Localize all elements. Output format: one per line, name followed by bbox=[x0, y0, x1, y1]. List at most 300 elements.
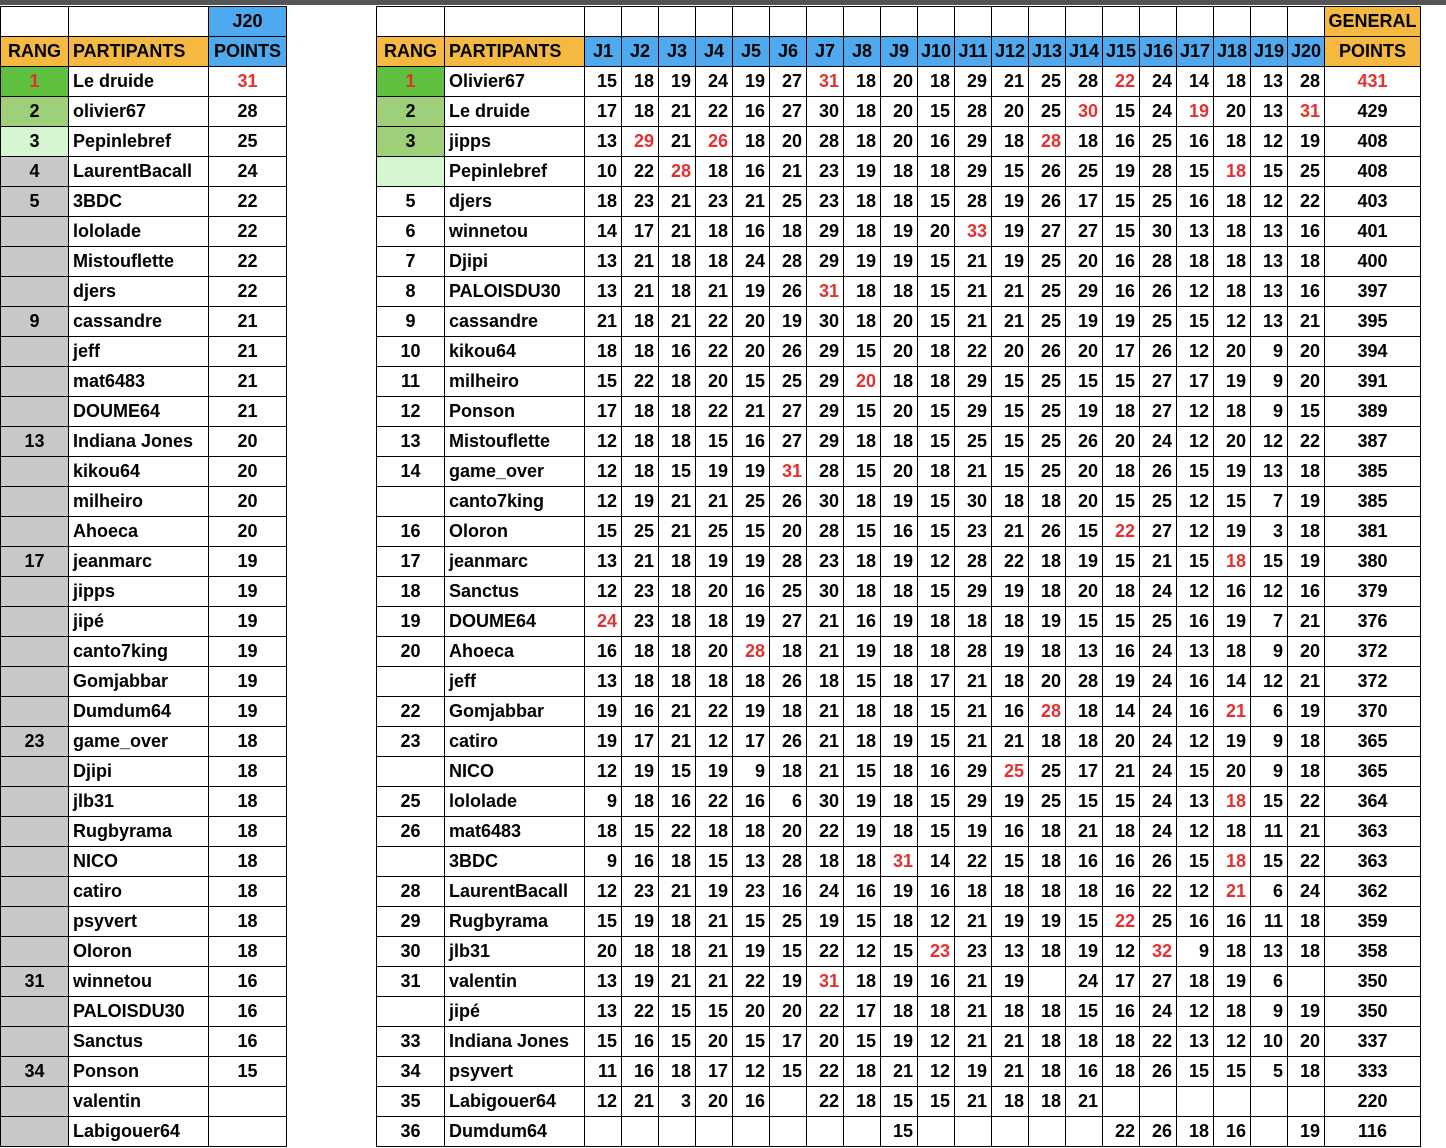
empty-cell bbox=[585, 7, 622, 37]
round-score-cell: 14 bbox=[1214, 667, 1251, 697]
round-score-cell bbox=[659, 1117, 696, 1147]
round-score-cell: 16 bbox=[733, 577, 770, 607]
round-score-cell: 16 bbox=[622, 847, 659, 877]
round-score-cell: 18 bbox=[1214, 937, 1251, 967]
round-score-cell: 18 bbox=[1029, 1027, 1066, 1057]
round-score-cell: 24 bbox=[1288, 877, 1325, 907]
round-score-cell: 28 bbox=[770, 547, 807, 577]
round-score-cell: 16 bbox=[918, 757, 955, 787]
round-score-cell: 23 bbox=[807, 157, 844, 187]
round-score-cell: 6 bbox=[1251, 877, 1288, 907]
round-score-cell: 18 bbox=[733, 817, 770, 847]
table-row bbox=[377, 817, 1421, 847]
round-score-cell: 15 bbox=[1251, 547, 1288, 577]
round-score-cell: 26 bbox=[1140, 1117, 1177, 1147]
participant-name: jlb31 bbox=[445, 937, 585, 967]
round-score-cell bbox=[733, 1117, 770, 1147]
round-score-cell: 21 bbox=[1140, 547, 1177, 577]
round-score-cell: 27 bbox=[770, 397, 807, 427]
round-score-cell: 20 bbox=[770, 997, 807, 1027]
participant-name: Labigouer64 bbox=[445, 1087, 585, 1117]
rank-cell: 2 bbox=[1, 97, 69, 127]
total-points-cell: 394 bbox=[1325, 337, 1421, 367]
round-score-cell: 18 bbox=[918, 637, 955, 667]
round-score-cell: 20 bbox=[1066, 487, 1103, 517]
rank-cell bbox=[377, 157, 445, 187]
round-score-cell: 18 bbox=[622, 937, 659, 967]
table-row bbox=[377, 697, 1421, 727]
points-cell: 18 bbox=[209, 757, 287, 787]
round-score-cell: 21 bbox=[659, 187, 696, 217]
table-row bbox=[1, 517, 287, 547]
empty-cell bbox=[733, 7, 770, 37]
round-score-cell: 29 bbox=[955, 157, 992, 187]
round-score-cell: 30 bbox=[807, 577, 844, 607]
round-score-cell: 25 bbox=[770, 907, 807, 937]
round-score-cell: 32 bbox=[1140, 937, 1177, 967]
table-row bbox=[377, 1057, 1421, 1087]
round-score-cell: 18 bbox=[1066, 877, 1103, 907]
points-cell: 20 bbox=[209, 457, 287, 487]
round-score-cell: 19 bbox=[1214, 727, 1251, 757]
round-score-cell: 20 bbox=[696, 577, 733, 607]
round-score-cell: 27 bbox=[1140, 967, 1177, 997]
round-score-cell: 18 bbox=[844, 187, 881, 217]
round-score-cell: 18 bbox=[1288, 727, 1325, 757]
round-score-cell: 22 bbox=[622, 157, 659, 187]
round-score-cell: 15 bbox=[585, 907, 622, 937]
round-score-cell: 19 bbox=[807, 907, 844, 937]
round-score-cell: 29 bbox=[955, 577, 992, 607]
table-row bbox=[377, 967, 1421, 997]
round-header: J2 bbox=[622, 37, 659, 67]
table-row bbox=[377, 997, 1421, 1027]
round-score-cell: 15 bbox=[992, 847, 1029, 877]
round-score-cell: 23 bbox=[955, 937, 992, 967]
round-score-cell: 16 bbox=[733, 217, 770, 247]
round-score-cell: 22 bbox=[807, 1087, 844, 1117]
round-header: J5 bbox=[733, 37, 770, 67]
round-score-cell: 21 bbox=[955, 727, 992, 757]
round-score-cell: 18 bbox=[585, 817, 622, 847]
participant-name: jlb31 bbox=[69, 787, 209, 817]
round-score-cell: 15 bbox=[1103, 787, 1140, 817]
round-score-cell: 17 bbox=[622, 727, 659, 757]
round-score-cell: 12 bbox=[1177, 817, 1214, 847]
round-score-cell: 28 bbox=[1066, 67, 1103, 97]
round-score-cell: 15 bbox=[585, 367, 622, 397]
round-score-cell bbox=[696, 1117, 733, 1147]
round-score-cell: 16 bbox=[1288, 217, 1325, 247]
round-score-cell: 15 bbox=[696, 427, 733, 457]
participant-name: Indiana Jones bbox=[69, 427, 209, 457]
round-score-cell: 21 bbox=[955, 667, 992, 697]
participant-name: LaurentBacall bbox=[69, 157, 209, 187]
round-score-cell: 18 bbox=[1214, 247, 1251, 277]
round-score-cell: 31 bbox=[1288, 97, 1325, 127]
round-score-cell: 15 bbox=[918, 487, 955, 517]
total-points-cell: 429 bbox=[1325, 97, 1421, 127]
round-score-cell: 16 bbox=[918, 127, 955, 157]
round-score-cell: 20 bbox=[696, 637, 733, 667]
table-row bbox=[377, 487, 1421, 517]
round-score-cell: 18 bbox=[1214, 817, 1251, 847]
round-score-cell: 20 bbox=[770, 127, 807, 157]
round-score-cell: 12 bbox=[585, 487, 622, 517]
round-score-cell: 22 bbox=[1140, 1027, 1177, 1057]
round-score-cell: 29 bbox=[955, 787, 992, 817]
round-score-cell: 19 bbox=[881, 217, 918, 247]
table-row bbox=[1, 1087, 287, 1117]
round-score-cell: 18 bbox=[881, 157, 918, 187]
empty-cell bbox=[918, 7, 955, 37]
participant-name: Indiana Jones bbox=[445, 1027, 585, 1057]
round-score-cell: 18 bbox=[992, 667, 1029, 697]
rank-cell: 4 bbox=[1, 157, 69, 187]
round-score-cell: 19 bbox=[622, 487, 659, 517]
round-score-cell: 21 bbox=[807, 757, 844, 787]
round-score-cell: 22 bbox=[807, 937, 844, 967]
round-score-cell: 15 bbox=[844, 757, 881, 787]
round-score-cell: 22 bbox=[807, 997, 844, 1027]
points-cell: 16 bbox=[209, 967, 287, 997]
round-score-cell bbox=[1288, 1087, 1325, 1117]
round-score-cell: 31 bbox=[770, 457, 807, 487]
points-cell: 18 bbox=[209, 937, 287, 967]
round-score-cell: 18 bbox=[696, 817, 733, 847]
table-row bbox=[1, 247, 287, 277]
round-score-cell bbox=[1214, 1087, 1251, 1117]
table-row bbox=[377, 667, 1421, 697]
total-points-cell: 359 bbox=[1325, 907, 1421, 937]
round-score-cell: 18 bbox=[918, 67, 955, 97]
round-score-cell: 15 bbox=[770, 1057, 807, 1087]
round-score-cell: 18 bbox=[918, 157, 955, 187]
round-score-cell: 28 bbox=[733, 637, 770, 667]
round-score-cell: 12 bbox=[1214, 307, 1251, 337]
round-score-cell: 11 bbox=[1251, 907, 1288, 937]
round-score-cell: 19 bbox=[1029, 607, 1066, 637]
total-points-cell: 385 bbox=[1325, 487, 1421, 517]
round-score-cell: 21 bbox=[696, 907, 733, 937]
round-score-cell: 29 bbox=[622, 127, 659, 157]
rank-cell bbox=[377, 487, 445, 517]
participant-name: 3BDC bbox=[445, 847, 585, 877]
round-score-cell: 22 bbox=[1140, 877, 1177, 907]
round-score-cell: 18 bbox=[1177, 247, 1214, 277]
participant-name: Ponson bbox=[69, 1057, 209, 1087]
round-score-cell: 18 bbox=[622, 637, 659, 667]
round-score-cell: 27 bbox=[770, 427, 807, 457]
points-cell: 24 bbox=[209, 157, 287, 187]
points-cell: 21 bbox=[209, 397, 287, 427]
table-row bbox=[1, 847, 287, 877]
round-score-cell: 16 bbox=[1103, 997, 1140, 1027]
round-score-cell: 12 bbox=[733, 1057, 770, 1087]
participant-name: mat6483 bbox=[69, 367, 209, 397]
round-score-cell: 18 bbox=[1288, 517, 1325, 547]
table-row bbox=[377, 1087, 1421, 1117]
round-score-cell: 15 bbox=[1066, 907, 1103, 937]
round-score-cell: 15 bbox=[733, 1027, 770, 1057]
total-points-cell: 403 bbox=[1325, 187, 1421, 217]
rank-cell bbox=[1, 337, 69, 367]
round-score-cell: 19 bbox=[881, 607, 918, 637]
round-score-cell: 21 bbox=[659, 487, 696, 517]
round-score-cell: 15 bbox=[844, 667, 881, 697]
round-score-cell: 15 bbox=[1214, 487, 1251, 517]
round-score-cell: 15 bbox=[918, 697, 955, 727]
round-score-cell: 17 bbox=[1103, 337, 1140, 367]
round-score-cell: 16 bbox=[992, 817, 1029, 847]
total-points-cell: 220 bbox=[1325, 1087, 1421, 1117]
table-row bbox=[1, 787, 287, 817]
round-score-cell: 26 bbox=[1140, 277, 1177, 307]
points-cell: 19 bbox=[209, 607, 287, 637]
round-score-cell: 15 bbox=[992, 397, 1029, 427]
points-cell: 19 bbox=[209, 637, 287, 667]
round-score-cell: 15 bbox=[659, 1027, 696, 1057]
round-score-cell: 19 bbox=[881, 877, 918, 907]
round-score-cell: 19 bbox=[696, 877, 733, 907]
participant-name: jeanmarc bbox=[445, 547, 585, 577]
round-score-cell: 15 bbox=[918, 307, 955, 337]
round-score-cell: 15 bbox=[1251, 157, 1288, 187]
table-row bbox=[1, 727, 287, 757]
round-score-cell: 18 bbox=[807, 667, 844, 697]
round-score-cell: 18 bbox=[844, 1057, 881, 1087]
round-score-cell: 9 bbox=[585, 787, 622, 817]
round-score-cell: 30 bbox=[807, 97, 844, 127]
rank-cell: 8 bbox=[377, 277, 445, 307]
points-header: POINTS bbox=[209, 37, 287, 67]
round-score-cell: 21 bbox=[622, 1087, 659, 1117]
round-score-cell: 12 bbox=[585, 457, 622, 487]
participant-name: Gomjabbar bbox=[445, 697, 585, 727]
rank-cell bbox=[1, 907, 69, 937]
empty-cell bbox=[696, 7, 733, 37]
table-row bbox=[377, 517, 1421, 547]
round-score-cell: 21 bbox=[622, 277, 659, 307]
rank-cell bbox=[377, 757, 445, 787]
round-score-cell: 16 bbox=[733, 427, 770, 457]
round-score-cell: 16 bbox=[881, 517, 918, 547]
total-points-cell: 381 bbox=[1325, 517, 1421, 547]
rank-cell: 19 bbox=[377, 607, 445, 637]
round-score-cell: 12 bbox=[844, 937, 881, 967]
participant-name: djers bbox=[445, 187, 585, 217]
total-points-cell: 395 bbox=[1325, 307, 1421, 337]
rank-cell: 18 bbox=[377, 577, 445, 607]
round-score-cell: 18 bbox=[1029, 1057, 1066, 1087]
points-cell bbox=[209, 1117, 287, 1147]
rank-cell: 30 bbox=[377, 937, 445, 967]
table-row bbox=[1, 97, 287, 127]
round-score-cell: 23 bbox=[807, 187, 844, 217]
round-score-cell: 7 bbox=[1251, 607, 1288, 637]
round-score-cell: 12 bbox=[696, 727, 733, 757]
round-score-cell: 21 bbox=[1288, 607, 1325, 637]
round-score-cell: 21 bbox=[659, 967, 696, 997]
round-header: J14 bbox=[1066, 37, 1103, 67]
round-score-cell: 19 bbox=[881, 247, 918, 277]
round-score-cell: 19 bbox=[992, 247, 1029, 277]
round-score-cell: 21 bbox=[659, 127, 696, 157]
round-score-cell: 16 bbox=[659, 787, 696, 817]
round-score-cell: 29 bbox=[807, 427, 844, 457]
round-score-cell: 12 bbox=[585, 1087, 622, 1117]
round-score-cell: 18 bbox=[1103, 1057, 1140, 1087]
round-score-cell: 24 bbox=[1140, 577, 1177, 607]
table-row bbox=[377, 847, 1421, 877]
round-score-cell: 15 bbox=[918, 727, 955, 757]
round-score-cell: 13 bbox=[585, 277, 622, 307]
round-score-cell: 25 bbox=[1029, 787, 1066, 817]
round-score-cell: 26 bbox=[1140, 337, 1177, 367]
participant-name: valentin bbox=[445, 967, 585, 997]
participant-name: Ponson bbox=[445, 397, 585, 427]
rank-cell: 36 bbox=[377, 1117, 445, 1147]
participants-header: PARTIPANTS bbox=[69, 37, 209, 67]
total-points-cell: 401 bbox=[1325, 217, 1421, 247]
round-score-cell: 18 bbox=[881, 277, 918, 307]
round-score-cell: 20 bbox=[881, 457, 918, 487]
round-score-cell: 15 bbox=[844, 457, 881, 487]
round-score-cell: 27 bbox=[770, 97, 807, 127]
round-score-cell: 18 bbox=[881, 907, 918, 937]
round-score-cell: 18 bbox=[1214, 997, 1251, 1027]
round-score-cell: 26 bbox=[770, 337, 807, 367]
round-score-cell: 9 bbox=[585, 847, 622, 877]
round-score-cell: 18 bbox=[659, 907, 696, 937]
round-score-cell: 19 bbox=[1214, 367, 1251, 397]
round-score-cell: 12 bbox=[1177, 727, 1214, 757]
round-score-cell: 18 bbox=[1103, 1027, 1140, 1057]
round-score-cell: 15 bbox=[1066, 607, 1103, 637]
round-score-cell: 18 bbox=[1029, 547, 1066, 577]
rank-cell bbox=[1, 607, 69, 637]
round-header: J3 bbox=[659, 37, 696, 67]
round-score-cell: 13 bbox=[1177, 1027, 1214, 1057]
round-score-cell: 24 bbox=[1140, 427, 1177, 457]
round-score-cell: 20 bbox=[1066, 337, 1103, 367]
round-score-cell: 17 bbox=[622, 217, 659, 247]
round-score-cell bbox=[1251, 1117, 1288, 1147]
round-score-cell: 22 bbox=[1103, 907, 1140, 937]
rank-cell: 10 bbox=[377, 337, 445, 367]
empty-cell bbox=[69, 7, 209, 37]
round-score-cell: 30 bbox=[955, 487, 992, 517]
round-score-cell: 15 bbox=[918, 187, 955, 217]
participant-name: lololade bbox=[445, 787, 585, 817]
round-score-cell: 21 bbox=[1066, 1087, 1103, 1117]
round-score-cell: 30 bbox=[807, 307, 844, 337]
round-score-cell: 18 bbox=[1214, 157, 1251, 187]
table-row bbox=[1, 937, 287, 967]
rank-cell bbox=[1, 817, 69, 847]
participant-name: psyvert bbox=[445, 1057, 585, 1087]
round-score-cell: 18 bbox=[1214, 547, 1251, 577]
round-score-cell: 20 bbox=[807, 1027, 844, 1057]
rank-cell: 9 bbox=[1, 307, 69, 337]
round-header: J4 bbox=[696, 37, 733, 67]
round-score-cell: 21 bbox=[1288, 307, 1325, 337]
round-score-cell: 20 bbox=[1066, 577, 1103, 607]
table-row bbox=[1, 1057, 287, 1087]
participant-name: milheiro bbox=[445, 367, 585, 397]
round-score-cell: 28 bbox=[1140, 157, 1177, 187]
round-score-cell: 18 bbox=[622, 307, 659, 337]
round-score-cell: 28 bbox=[955, 97, 992, 127]
round-score-cell: 21 bbox=[696, 937, 733, 967]
round-score-cell: 16 bbox=[733, 157, 770, 187]
round-score-cell: 15 bbox=[918, 427, 955, 457]
participant-name: winnetou bbox=[445, 217, 585, 247]
participant-name: psyvert bbox=[69, 907, 209, 937]
round-score-cell bbox=[955, 1117, 992, 1147]
round-score-cell: 19 bbox=[1177, 97, 1214, 127]
round-score-cell: 31 bbox=[807, 967, 844, 997]
table-row bbox=[377, 337, 1421, 367]
round-score-cell: 15 bbox=[844, 907, 881, 937]
table-row bbox=[1, 667, 287, 697]
round-score-cell: 21 bbox=[659, 877, 696, 907]
round-score-cell: 19 bbox=[881, 547, 918, 577]
round-score-cell: 19 bbox=[1103, 667, 1140, 697]
round-score-cell: 15 bbox=[733, 367, 770, 397]
round-score-cell: 18 bbox=[1288, 247, 1325, 277]
round-score-cell: 26 bbox=[1029, 337, 1066, 367]
points-cell: 18 bbox=[209, 847, 287, 877]
round-score-cell: 21 bbox=[992, 277, 1029, 307]
round-score-cell: 21 bbox=[1214, 877, 1251, 907]
round-score-cell: 25 bbox=[1140, 187, 1177, 217]
round-score-cell bbox=[770, 1117, 807, 1147]
participant-name: Le druide bbox=[445, 97, 585, 127]
round-score-cell: 18 bbox=[585, 337, 622, 367]
round-score-cell: 22 bbox=[1288, 187, 1325, 217]
round-score-cell: 26 bbox=[770, 277, 807, 307]
round-score-cell: 15 bbox=[659, 457, 696, 487]
rank-cell: 14 bbox=[377, 457, 445, 487]
round-score-cell: 20 bbox=[733, 307, 770, 337]
table-row bbox=[1, 217, 287, 247]
round-score-cell: 25 bbox=[1140, 487, 1177, 517]
round-score-cell: 20 bbox=[992, 337, 1029, 367]
round-score-cell: 17 bbox=[696, 1057, 733, 1087]
round-header: J7 bbox=[807, 37, 844, 67]
round-score-cell: 25 bbox=[1140, 607, 1177, 637]
participant-name: canto7king bbox=[69, 637, 209, 667]
round-score-cell: 13 bbox=[585, 247, 622, 277]
round-score-cell: 28 bbox=[1066, 667, 1103, 697]
points-cell: 20 bbox=[209, 517, 287, 547]
round-score-cell: 19 bbox=[733, 607, 770, 637]
round-score-cell: 18 bbox=[844, 97, 881, 127]
round-score-cell: 25 bbox=[1140, 307, 1177, 337]
round-score-cell: 12 bbox=[1177, 577, 1214, 607]
round-score-cell: 21 bbox=[992, 517, 1029, 547]
rank-cell bbox=[1, 637, 69, 667]
round-score-cell: 18 bbox=[955, 607, 992, 637]
round-score-cell: 20 bbox=[881, 337, 918, 367]
round-score-cell: 15 bbox=[992, 367, 1029, 397]
round-score-cell: 15 bbox=[733, 517, 770, 547]
round-score-cell: 25 bbox=[1029, 457, 1066, 487]
total-points-cell: 363 bbox=[1325, 817, 1421, 847]
total-points-cell: 380 bbox=[1325, 547, 1421, 577]
round-score-cell: 26 bbox=[1066, 427, 1103, 457]
